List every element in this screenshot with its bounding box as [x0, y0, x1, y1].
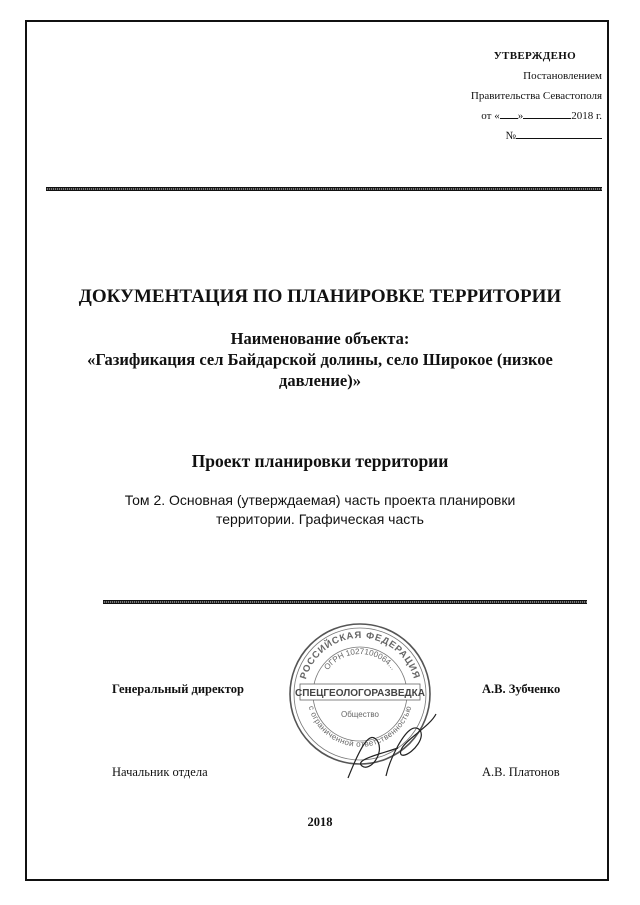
document-title: ДОКУМЕНТАЦИЯ ПО ПЛАНИРОВКЕ ТЕРРИТОРИИ	[78, 286, 562, 307]
number-prefix: №	[505, 130, 516, 142]
object-name-line-1: «Газификация сел Байдарской долины, село Широкое (низкое	[87, 350, 553, 369]
svg-text:РОССИЙСКАЯ ФЕДЕРАЦИЯ: РОССИЙСКАЯ ФЕДЕРАЦИЯ	[298, 629, 422, 681]
head-name: А.В. Платонов	[482, 765, 560, 779]
svg-text:СПЕЦГЕОЛОГОРАЗВЕДКА: СПЕЦГЕОЛОГОРАЗВЕДКА	[295, 688, 425, 699]
svg-text:ОГРН 1027100064...: ОГРН 1027100064...	[322, 646, 398, 672]
number-blank	[516, 127, 602, 139]
date-middle: »	[517, 110, 524, 122]
handwritten-signature	[340, 708, 440, 788]
approval-block	[471, 46, 602, 146]
day-blank	[500, 107, 518, 119]
svg-text:Общество: Общество	[340, 710, 380, 719]
bottom-divider	[103, 600, 587, 604]
approval-date-line	[471, 106, 602, 126]
approval-line-2: Правительства Севастополя	[470, 90, 602, 102]
approval-number-line	[471, 126, 602, 146]
volume-line-1: Том 2. Основная (утверждаемая) часть проекта планировки	[124, 492, 516, 508]
month-blank	[523, 107, 571, 119]
director-name: А.В. Зубченко	[482, 682, 561, 696]
head-label: Начальник отдела	[112, 765, 208, 779]
date-suffix: 2018 г.	[571, 110, 602, 122]
object-block	[60, 328, 580, 391]
object-name-line-2: давление)»	[279, 371, 361, 390]
approval-heading: УТВЕРЖДЕНО	[493, 50, 576, 62]
director-label: Генеральный директор	[112, 682, 244, 696]
project-title: Проект планировки территории	[191, 451, 449, 471]
volume-description	[80, 491, 560, 529]
approval-line-1: Постановлением	[523, 70, 602, 82]
svg-text:с ограниченной ответственность: с ограниченной ответственностью	[306, 704, 414, 749]
document-year: 2018	[307, 815, 333, 829]
top-divider	[46, 187, 602, 191]
date-prefix: от «	[481, 110, 500, 122]
object-label: Наименование объекта:	[230, 329, 410, 348]
volume-line-2: территории. Графическая часть	[216, 511, 424, 527]
